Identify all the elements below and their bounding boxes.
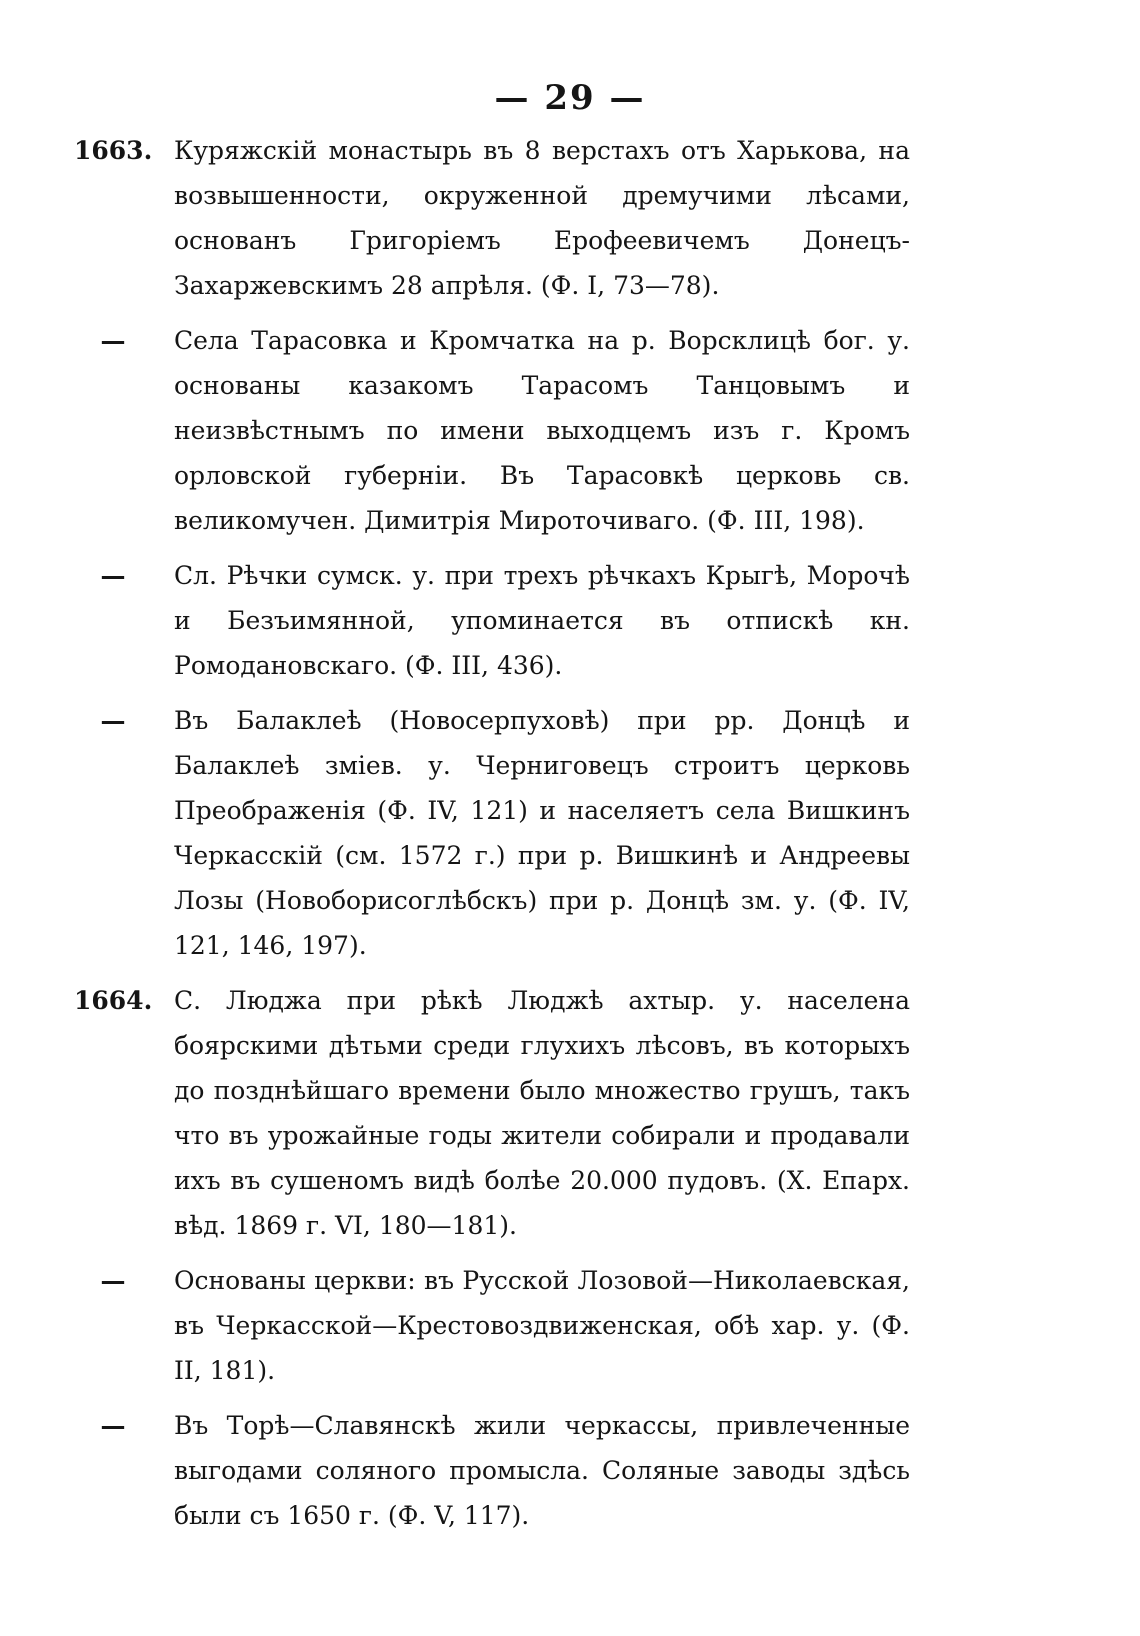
entry-year: 1663.: [74, 136, 153, 165]
entry-dash: —: [100, 1266, 126, 1295]
entry-1664-tor: [74, 1403, 910, 1538]
entry-text: Села Тарасовка и Кромчатка на р. Ворсклицѣ бог. у. основаны казакомъ Тарасомъ Танцовымъ и неизвѣстнымъ по имени выходцемъ изъ г. Кромъ орловской губерніи. Въ Тарасовкѣ церковь св. великомучен. Димитрія Мироточиваго. (Ф. III, 198).: [174, 326, 910, 535]
entry-1663-rechki: [74, 553, 910, 688]
entry-1663-tarasovka: [74, 318, 910, 543]
entry-year: 1664.: [74, 986, 153, 1015]
entry-text: Въ Балаклеѣ (Новосерпуховѣ) при рр. Донцѣ и Балаклеѣ зміев. у. Черниговецъ строитъ церковь Преображенія (Ф. IV, 121) и населяетъ села Вишкинъ Черкасскій (см. 1572 г.) при р. Вишкинѣ и Андреевы Лозы (Новоборисоглѣбскъ) при р. Донцѣ зм. у. (Ф. IV, 121, 146, 197).: [174, 706, 910, 960]
entry-1663: [74, 128, 910, 308]
entry-text: Въ Торѣ—Славянскѣ жили черкассы, привлеченные выгодами соляного промысла. Соляные заводы здѣсь были съ 1650 г. (Ф. V, 117).: [174, 1411, 910, 1530]
entry-dash: —: [100, 1411, 126, 1440]
entry-dash: —: [100, 561, 126, 590]
entry-1663-balakleya: [74, 698, 910, 968]
chronicle-entries: [74, 128, 910, 1548]
entry-text: Основаны церкви: въ Русской Лозовой—Николаевская, въ Черкасской—Крестовоздвиженская, обѣ хар. у. (Ф. II, 181).: [174, 1266, 910, 1385]
entry-1664-churches: [74, 1258, 910, 1393]
page-number: — 29 —: [494, 78, 646, 118]
entry-1664: [74, 978, 910, 1248]
entry-text: Сл. Рѣчки сумск. у. при трехъ рѣчкахъ Крыгѣ, Морочѣ и Безъимянной, упоминается въ отпискѣ кн. Ромодановскаго. (Ф. III, 436).: [174, 561, 910, 680]
entry-dash: —: [100, 706, 126, 735]
entry-text: С. Люджа при рѣкѣ Люджѣ ахтыр. у. населена боярскими дѣтьми среди глухихъ лѣсовъ, въ которыхъ до позднѣйшаго времени было множество грушъ, такъ что въ урожайные годы жители собирали и продавали ихъ въ сушеномъ видѣ болѣе 20.000 пудовъ. (Х. Епарх. вѣд. 1869 г. VI, 180—181).: [174, 986, 910, 1240]
entry-dash: —: [100, 326, 126, 355]
entry-text: Куряжскій монастырь въ 8 верстахъ отъ Харькова, на возвышенности, окруженной дремучими лѣсами, основанъ Григоріемъ Ерофеевичемъ Донецъ-Захаржевскимъ 28 апрѣля. (Ф. I, 73—78).: [174, 136, 910, 300]
